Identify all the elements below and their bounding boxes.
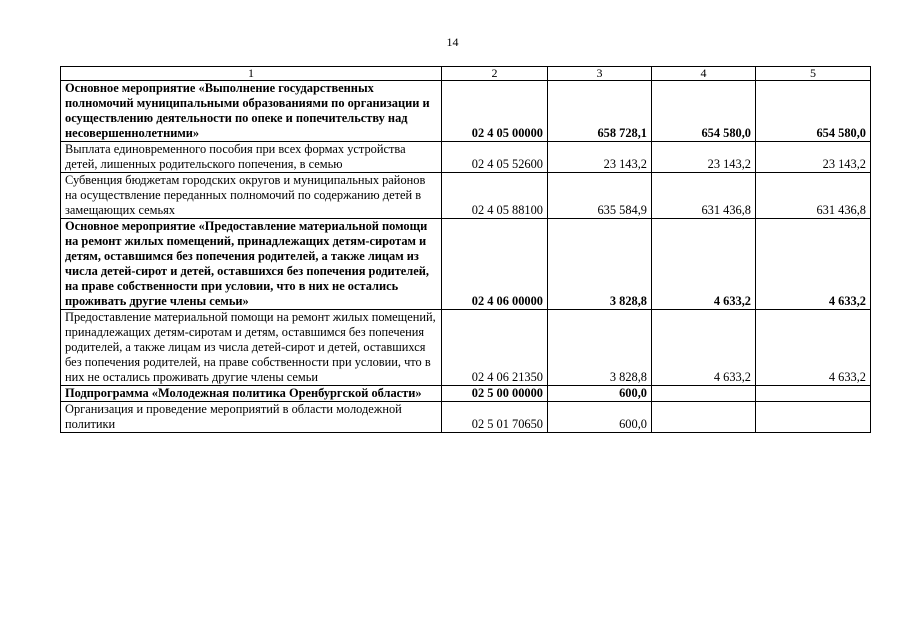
row-value-col3: 658 728,1	[548, 81, 652, 142]
row-value-col3: 3 828,8	[548, 310, 652, 386]
row-value-col4: 631 436,8	[652, 173, 756, 219]
row-code: 02 5 01 70650	[442, 402, 548, 433]
row-value-col5: 23 143,2	[756, 142, 871, 173]
column-header: 4	[652, 67, 756, 81]
row-value-col5	[756, 402, 871, 433]
table-row	[61, 386, 871, 402]
row-value-col4: 4 633,2	[652, 219, 756, 310]
row-code: 02 4 05 88100	[442, 173, 548, 219]
page-number: 14	[446, 35, 459, 49]
row-value-col3: 23 143,2	[548, 142, 652, 173]
row-description: Подпрограмма «Молодежная политика Оренбургской области»	[61, 386, 442, 402]
table-row	[61, 81, 871, 142]
table-row	[61, 219, 871, 310]
column-header: 1	[61, 67, 442, 81]
row-description: Организация и проведение мероприятий в области молодежной политики	[61, 402, 442, 433]
row-value-col5: 4 633,2	[756, 310, 871, 386]
row-code: 02 4 06 21350	[442, 310, 548, 386]
row-description: Предоставление материальной помощи на ремонт жилых помещений, принадлежащих детям-сиротам и детям, оставшимся без попечения родителей, а также лицам из числа детей-сирот и детей, оставшихся без попечения родителей, на праве собственности при условии, что в них не остались проживать другие члены семьи	[61, 310, 442, 386]
table-row	[61, 142, 871, 173]
row-value-col5: 631 436,8	[756, 173, 871, 219]
row-value-col5: 4 633,2	[756, 219, 871, 310]
row-value-col4: 23 143,2	[652, 142, 756, 173]
row-code: 02 4 05 00000	[442, 81, 548, 142]
row-value-col3: 3 828,8	[548, 219, 652, 310]
table-header-row	[61, 67, 871, 81]
table-row	[61, 173, 871, 219]
table-row	[61, 310, 871, 386]
column-header: 3	[548, 67, 652, 81]
row-value-col4	[652, 402, 756, 433]
column-header: 2	[442, 67, 548, 81]
row-code: 02 4 06 00000	[442, 219, 548, 310]
row-description: Основное мероприятие «Выполнение государственных полномочий муниципальными образованиями по организации и осуществлению деятельности по опеке и попечительству над несовершеннолетними»	[61, 81, 442, 142]
row-value-col4: 654 580,0	[652, 81, 756, 142]
row-value-col5	[756, 386, 871, 402]
column-header: 5	[756, 67, 871, 81]
row-description: Основное мероприятие «Предоставление материальной помощи на ремонт жилых помещений, принадлежащих детям-сиротам и детям, оставшимся без попечения родителей, а также лицам из числа детей-сирот и детей, оставшихся без попечения родителей, на праве собственности при условии, что в них не остались проживать другие члены семьи»	[61, 219, 442, 310]
row-description: Выплата единовременного пособия при всех формах устройства детей, лишенных родительского попечения, в семью	[61, 142, 442, 173]
budget-table	[60, 66, 871, 433]
row-value-col4	[652, 386, 756, 402]
row-value-col5: 654 580,0	[756, 81, 871, 142]
row-value-col3: 600,0	[548, 386, 652, 402]
row-value-col4: 4 633,2	[652, 310, 756, 386]
row-code: 02 4 05 52600	[442, 142, 548, 173]
row-value-col3: 600,0	[548, 402, 652, 433]
row-value-col3: 635 584,9	[548, 173, 652, 219]
row-code: 02 5 00 00000	[442, 386, 548, 402]
row-description: Субвенция бюджетам городских округов и муниципальных районов на осуществление переданных полномочий по содержанию детей в замещающих семьях	[61, 173, 442, 219]
table-row	[61, 402, 871, 433]
